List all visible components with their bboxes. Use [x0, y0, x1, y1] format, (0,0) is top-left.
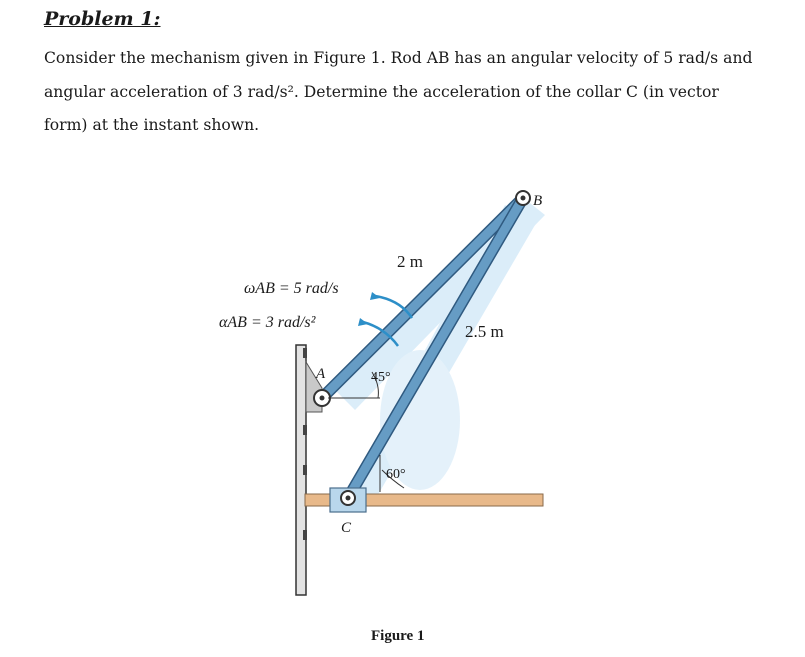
problem-title: Problem 1: [44, 8, 161, 30]
pin-c [341, 491, 355, 505]
problem-statement: Consider the mechanism given in Figure 1. Rod AB has an angular velocity of 5 rad/s and angular acceleration of 3 rad/s². Determine the acceleration of the collar C (in vector form) at the instant shown. [44, 49, 753, 134]
angle-c-label: 60° [386, 467, 406, 482]
pin-b [516, 191, 530, 205]
alpha-label: αAB = 3 rad/s² [219, 314, 316, 331]
pin-a [314, 390, 330, 406]
length-ab-label: 2 m [397, 252, 423, 271]
omega-label: ωAB = 5 rad/s [244, 280, 339, 297]
figure-caption: Figure 1 [371, 628, 425, 644]
point-a-label: A [316, 366, 326, 382]
length-bc-label: 2.5 m [465, 322, 504, 341]
wall [296, 345, 307, 595]
point-c-label: C [341, 520, 352, 536]
angle-a-label: 45° [371, 370, 391, 385]
point-b-label: B [533, 193, 543, 209]
